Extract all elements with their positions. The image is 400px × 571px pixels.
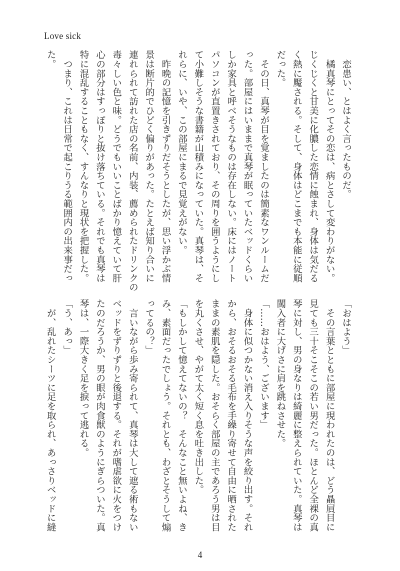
- text-column: その言葉とともに部屋に現われたのは、どう贔屓目に: [323, 299, 335, 532]
- text-column: だった。: [274, 50, 286, 88]
- running-header: Love sick: [44, 31, 82, 41]
- text-column: った。部屋にはいままで真琴が眠っていたベッドくらい: [241, 50, 253, 283]
- text-column: しか家具と呼べそうなものは存在しない。床にはノート: [225, 50, 237, 283]
- text-column: 「おはよう」: [340, 299, 351, 355]
- text-column: て小難しそうな書籍が山積みになっていた。真琴は、そ: [192, 50, 204, 283]
- text-column: 特に混乱することもなく、すんなりと現状を把握した。: [77, 50, 89, 283]
- text-column: 「う、あっ」: [61, 299, 73, 355]
- text-column: 言いながら歩み寄られて、真琴は大して遮る術もない: [126, 299, 138, 532]
- text-column: ってるの？」: [143, 299, 155, 355]
- text-column: 闖入者に大げさに肩を跳ねさせた。: [274, 299, 286, 448]
- text-column: 昨晩の記憶を引きずりだそうとしたが、思い浮かぶ情: [159, 50, 171, 283]
- text-column: 「……おはよう、ございます」: [257, 299, 269, 430]
- text-column: 毒々しい色と味。どうでもいいことばかり憶えていて肝: [110, 50, 122, 283]
- text-column: た。: [44, 50, 56, 69]
- text-column: 身体に似つかない消え入りそうな声を絞り出す。それ: [241, 299, 253, 532]
- text-column: たのだろうか、男の眼が肉食獣のようにぎらついた。真: [93, 299, 105, 532]
- lower-text-block: [41, 299, 353, 532]
- text-column: く熱に魘される。そして、身体はどこまでも本能に従順: [290, 50, 302, 283]
- text-column: ままの素肌を隠した。おそらく部屋の主であろう男は目: [208, 299, 220, 532]
- text-column: じくじくと甘美に化膿した恋情に蝕まれ、身体は気だる: [307, 50, 319, 283]
- text-column: パソコンが直置きされており、その周りを囲うようにし: [208, 50, 220, 283]
- text-column: み、素面だったでしょう。それとも、わざとそうして煽: [159, 299, 171, 532]
- upper-text-block: [41, 50, 353, 292]
- text-column: れらに、いや、この部屋にまるで見覚えがない。: [175, 50, 187, 255]
- text-column: を丸くさせ、やがて太く短く息を吐き出した。: [192, 299, 204, 495]
- page-number: 4: [197, 550, 203, 560]
- text-column: 見ても三十そこそこの若い男だった。ほとんど全裸の真: [307, 299, 319, 532]
- text-column: ベッドをずりずりと後退する。それが嗜虐欲に火をつけ: [110, 299, 122, 532]
- text-column: 橘真琴にとってその恋は、病とさして変わりがない。: [323, 50, 335, 283]
- text-column: 心の部分はすっぽりと抜け落ちている。それでも真琴は: [93, 50, 105, 283]
- text-column: から、おそるおそる毛布を手繰り寄せて自由に晒された: [225, 299, 237, 532]
- text-column: 連れられて訪れた店の名前、内装、薦められたドリンクの: [126, 50, 138, 292]
- text-column: 景は断片的でひどく偏りがあった。たとえば知り合いに: [143, 50, 155, 283]
- text-column: その日、真琴が目を覚ましたのは簡素なワンルームだ: [257, 50, 269, 283]
- text-column: 「もしかして憶えてないの？ そんなこと無いよね、き: [175, 299, 187, 532]
- text-column: つまり、これは日常で起こりうる範囲内の出来事だっ: [61, 50, 73, 283]
- text-column: 恋患い、とはよく言ったものだ。: [340, 50, 351, 199]
- text-column: が、乱れたシーツに足を取られ、あっさりベッドに縫: [44, 299, 56, 532]
- text-column: 琴に対し、男の身なりは綺麗に整えられていた。真琴は: [290, 299, 302, 532]
- text-column: 琴は、一際大きく足を捩って逃れる。: [77, 299, 89, 458]
